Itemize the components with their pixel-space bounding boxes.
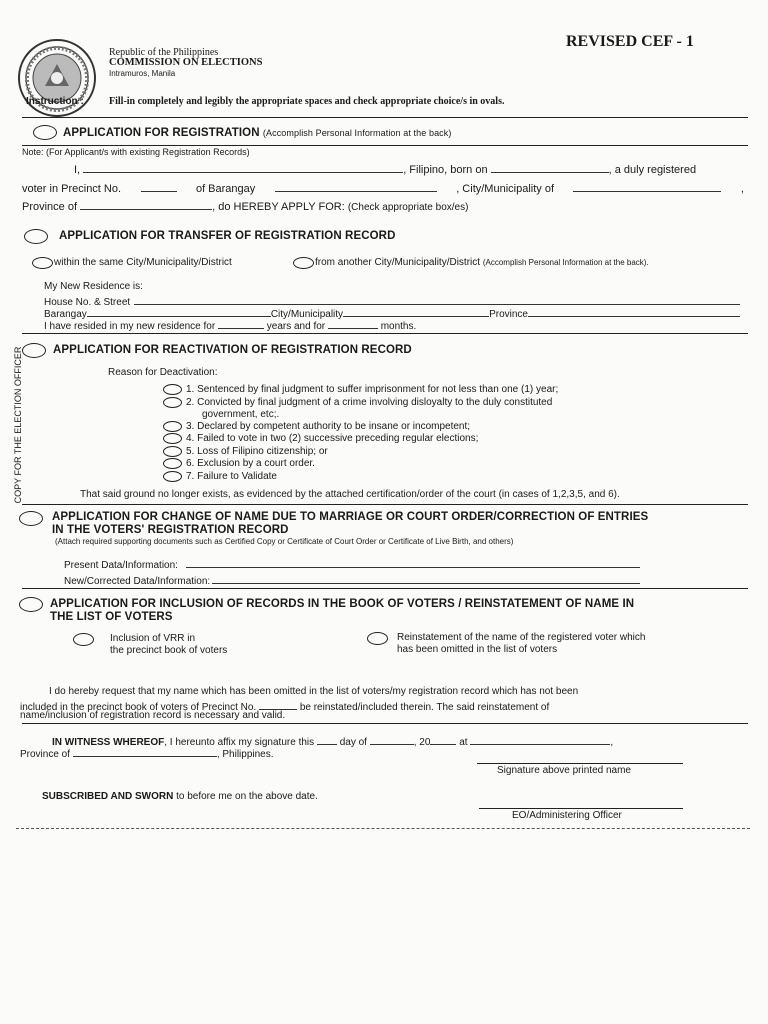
- reason-1-oval[interactable]: [163, 384, 182, 395]
- new-barangay-field[interactable]: [87, 305, 271, 317]
- inclusion-opt2-l1: Reinstatement of the name of the registered voter which: [397, 632, 646, 643]
- registration-line-2: voter in Precinct No. of Barangay , City/Municipality of ,: [22, 180, 744, 195]
- province-field[interactable]: [80, 198, 212, 210]
- reason-label: Reason for Deactivation:: [108, 367, 218, 378]
- reason-7: 7. Failure to Validate: [186, 471, 277, 482]
- side-label: COPY FOR THE ELECTION OFFICER: [13, 346, 23, 504]
- new-province-field[interactable]: [528, 305, 740, 317]
- inclusion-title-1: APPLICATION FOR INCLUSION OF RECORDS IN THE BOOK OF VOTERS / REINSTATEMENT OF NAME IN: [50, 598, 635, 610]
- republic-label: Republic of the Philippines: [109, 47, 219, 58]
- barangay-row: Barangay City/Municipality Province: [44, 305, 740, 320]
- divider: [22, 333, 748, 334]
- present-row: Present Data/Information:: [64, 556, 640, 571]
- registration-line-3: Province of , do HEREBY APPLY FOR: (Check appropriate box/es): [22, 198, 744, 213]
- witness-day-field[interactable]: [317, 733, 337, 745]
- request-line-2: included in the precinct book of voters of Precinct No. be reinstated/included therein. The said reinstatement of: [20, 698, 549, 713]
- present-data-field[interactable]: [186, 556, 640, 568]
- eo-label: EO/Administering Officer: [512, 810, 622, 821]
- instruction-label: Instruction :: [26, 96, 84, 107]
- reason-4-oval[interactable]: [163, 433, 182, 444]
- inclusion-opt1-l1: Inclusion of VRR in: [110, 633, 196, 644]
- witness-year-field[interactable]: [430, 733, 456, 745]
- change-name-oval[interactable]: [19, 511, 43, 526]
- attach-note: (Attach required supporting documents such as Certified Copy or Certificate of Court Order or Certificate of Live Birth, and others): [55, 537, 514, 546]
- sworn-line: SUBSCRIBED AND SWORN to before me on the above date.: [42, 791, 318, 802]
- witness-line-2: Province of , Philippines.: [20, 745, 274, 760]
- registration-oval[interactable]: [33, 125, 57, 140]
- ground-statement: That said ground no longer exists, as evidenced by the attached certification/order of the court (in cases of 1,2,3,5, and 6).: [80, 489, 620, 500]
- reason-1: 1. Sentenced by final judgment to suffer imprisonment for not less than one (1) year;: [186, 384, 559, 395]
- inclusion-oval[interactable]: [19, 597, 43, 612]
- precinct-field[interactable]: [141, 180, 177, 192]
- reason-3: 3. Declared by competent authority to be insane or incompetent;: [186, 421, 471, 432]
- request-line-3: name/inclusion of registration record is necessary and valid.: [20, 710, 286, 721]
- witness-province-field[interactable]: [73, 745, 217, 757]
- applicant-name-field[interactable]: [83, 161, 403, 173]
- barangay-field[interactable]: [275, 180, 437, 192]
- commission-label: COMMISSION ON ELECTIONS: [109, 57, 263, 68]
- transfer-within-label: within the same City/Municipality/District: [54, 257, 232, 268]
- witness-place-field[interactable]: [470, 733, 610, 745]
- divider: [22, 117, 748, 118]
- divider: [22, 588, 748, 589]
- corrected-data-field[interactable]: [212, 572, 640, 584]
- corrected-row: New/Corrected Data/Information:: [64, 572, 640, 587]
- house-row: House No. & Street: [44, 293, 740, 308]
- reason-6-oval[interactable]: [163, 458, 182, 469]
- request-line-1: I do hereby request that my name which has been omitted in the list of voters/my registration record which has not been: [49, 686, 579, 697]
- reason-6: 6. Exclusion by a court order.: [186, 458, 315, 469]
- reactivation-title: APPLICATION FOR REACTIVATION OF REGISTRATION RECORD: [53, 344, 412, 356]
- change-name-title-2: IN THE VOTERS' REGISTRATION RECORD: [52, 524, 289, 536]
- birth-date-field[interactable]: [491, 161, 609, 173]
- registration-note: Note: (For Applicant/s with existing Registration Records): [22, 147, 250, 157]
- divider: [22, 145, 748, 146]
- years-field[interactable]: [218, 317, 264, 329]
- reactivation-oval[interactable]: [22, 343, 46, 358]
- transfer-another-label: from another City/Municipality/District (Accomplish Personal Information at the back).: [315, 257, 649, 268]
- divider: [22, 504, 748, 505]
- inclusion-precinct-field[interactable]: [259, 698, 297, 710]
- registration-line-1: I, , Filipino, born on , a duly registered: [22, 161, 744, 176]
- signature-line[interactable]: [477, 763, 683, 764]
- new-city-field[interactable]: [343, 305, 489, 317]
- instruction-text: Fill-in completely and legibly the appropriate spaces and check appropriate choice/s in ovals.: [109, 96, 505, 107]
- reason-3-oval[interactable]: [163, 421, 182, 432]
- reinstatement-oval[interactable]: [367, 632, 388, 645]
- signature-label: Signature above printed name: [497, 765, 631, 776]
- inclusion-title-2: THE LIST OF VOTERS: [50, 611, 173, 623]
- change-name-title-1: APPLICATION FOR CHANGE OF NAME DUE TO MARRIAGE OR COURT ORDER/CORRECTION OF ENTRIES: [52, 511, 649, 523]
- inclusion-vrr-oval[interactable]: [73, 633, 94, 646]
- transfer-within-oval[interactable]: [32, 257, 53, 269]
- reason-5: 5. Loss of Filipino citizenship; or: [186, 446, 328, 457]
- transfer-oval[interactable]: [24, 229, 48, 244]
- address-label: Intramuros, Manila: [109, 69, 176, 78]
- inclusion-opt2-l2: has been omitted in the list of voters: [397, 644, 558, 655]
- reason-7-oval[interactable]: [163, 471, 182, 482]
- witness-line-1: IN WITNESS WHEREOF, I hereunto affix my signature this day of , 20 at ,: [52, 733, 613, 748]
- reason-5-oval[interactable]: [163, 446, 182, 457]
- house-field[interactable]: [134, 293, 740, 305]
- months-field[interactable]: [328, 317, 378, 329]
- cut-line: [16, 828, 750, 829]
- transfer-another-oval[interactable]: [293, 257, 314, 269]
- reason-2: 2. Convicted by final judgment of a crime involving disloyalty to the duly constituted: [186, 397, 553, 408]
- form-code: REVISED CEF - 1: [566, 33, 694, 50]
- eo-signature-line[interactable]: [479, 808, 683, 809]
- city-field[interactable]: [573, 180, 721, 192]
- transfer-title: APPLICATION FOR TRANSFER OF REGISTRATION RECORD: [59, 230, 396, 242]
- witness-month-field[interactable]: [370, 733, 414, 745]
- new-residence-label: My New Residence is:: [44, 281, 143, 292]
- divider: [22, 723, 748, 724]
- resided-row: I have resided in my new residence for years and for months.: [44, 317, 416, 332]
- registration-title: APPLICATION FOR REGISTRATION (Accomplish Personal Information at the back): [63, 127, 452, 139]
- reason-2-oval[interactable]: [163, 397, 182, 408]
- reason-4: 4. Failed to vote in two (2) successive preceding regular elections;: [186, 433, 479, 444]
- inclusion-opt1-l2: the precinct book of voters: [110, 645, 228, 656]
- reason-2-cont: government, etc;.: [202, 409, 280, 420]
